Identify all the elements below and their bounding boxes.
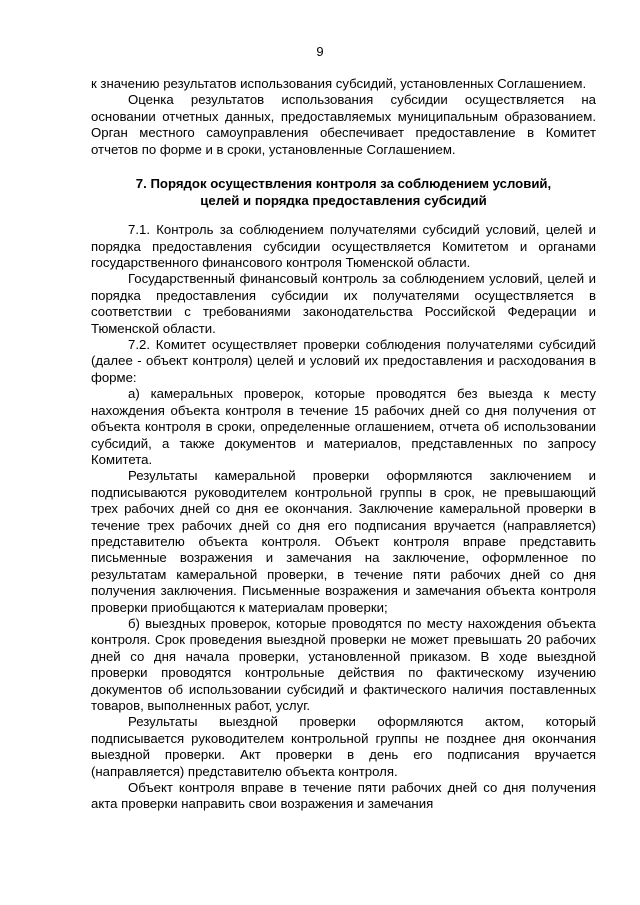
section-heading	[91, 176, 596, 209]
paragraph: к значению результатов использования субсидий, установленных Соглашением.	[91, 76, 587, 91]
paragraph: Результаты камеральной проверки оформляются заключением и подписываются руководителем контрольной группы в срок, не превышающий трех рабочих дней со дня ее окончания. Заключение камеральной проверки в течение трех рабочих дней со дня его подписания вручается (направляется) представителю объекта контроля. Объект контроля вправе представить письменные возражения и замечания на заключение, оформленное по результатам камеральной проверки, в течение пяти рабочих дней со дня получения заключения. Письменные возражения и замечания объекта контроля проверки приобщаются к материалам проверки;	[91, 468, 596, 615]
document-body	[91, 76, 596, 813]
paragraph: Государственный финансовый контроль за соблюдением условий, целей и порядка предоставления субсидии их получателями осуществляется в соответствии с требованиями законодательства Российской Федерации и Тюменской области.	[91, 271, 596, 336]
page-number: 9	[316, 44, 324, 59]
paragraph: 7.2. Комитет осуществляет проверки соблюдения получателями субсидий (далее - объект контроля) целей и условий их предоставления и расходования в форме:	[91, 337, 596, 385]
paragraph: а) камеральных проверок, которые проводятся без выезда к месту нахождения объекта контроля в течение 15 рабочих дней со дня получения от объекта контроля в сроки, определенные оглашением, отчета об использовании субсидий, а также документов и материалов, представленных по запросу Комитета.	[91, 386, 596, 467]
section-heading-line: целей и порядка предоставления субсидий	[200, 192, 487, 208]
paragraph: 7.1. Контроль за соблюдением получателями субсидий условий, целей и порядка предоставления субсидии осуществляется Комитетом и органами государственного финансового контроля Тюменской области.	[91, 222, 596, 271]
paragraph: Оценка результатов использования субсидии осуществляется на основании отчетных данных, предоставляемых муниципальным образованием. Орган местного самоуправления обеспечивает предоставление в Комитет отчетов по форме и в сроки, установленные Соглашением.	[91, 92, 596, 157]
paragraph: Результаты выездной проверки оформляются актом, который подписывается руководителем контрольной группы не позднее дня окончания выездной проверки. Акт проверки в день его подписания вручается (направляется) представителю объекта контроля.	[91, 714, 596, 779]
paragraph: б) выездных проверок, которые проводятся по месту нахождения объекта контроля. Срок проведения выездной проверки не может превышать 20 рабочих дней со дня начала проверки, установленной приказом. В ходе выездной проверки проводятся контрольные действия по фактическому изучению документов об использовании субсидий и фактического наличия поставленных товаров, выполненных работ, услуг.	[91, 615, 596, 713]
paragraph: Объект контроля вправе в течение пяти рабочих дней со дня получения акта проверки направить свои возражения и замечания	[91, 780, 596, 812]
section-heading-line: 7. Порядок осуществления контроля за соблюдением условий,	[135, 176, 552, 192]
